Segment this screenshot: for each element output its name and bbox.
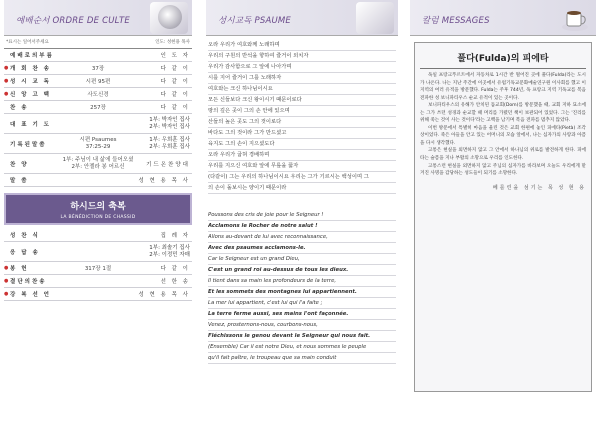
- row-label: 응 답 송: [10, 249, 40, 256]
- order-row: [4, 242, 192, 262]
- row-detail: 시편 Psaumes 37:25-29: [79, 136, 117, 150]
- order-row: [4, 174, 192, 187]
- column-paragraph: 보니파티우스의 유해가 안치된 돔교회(Dom)를 방문했을 때, 교회 지하 묘소에는 그가 쓰던 성경과 순교할 때 머리를 가렸던 책이 보관되어 있었다. 그는 '진리를 위해 죽는 것이 사는 것이다'라는 고백을 남기며 복음 전파를 멈추지 않았다.: [420, 103, 586, 124]
- psalm-line-korean: 여호와는 크신 하나님이시요: [208, 84, 396, 95]
- psalm-line-korean: 산들의 높은 곳도 그의 것이로다: [208, 117, 396, 128]
- row-label: 성 찬 식: [10, 233, 40, 239]
- row-person: 성 현 용 목 사: [138, 292, 190, 298]
- psalm-line-french: C'est un grand roi au-dessus de tous les dieux.: [208, 265, 396, 276]
- banner-subtitle: LA BÉNÉDICTION DE CHASSID: [60, 215, 136, 220]
- order-row: [4, 75, 192, 88]
- row-person: 다 같 이: [160, 66, 190, 72]
- psalm-panel: [206, 0, 398, 423]
- psalm-line-korean: 바다도 그의 것이라 그가 만드셨고: [208, 128, 396, 139]
- book-decoration: [356, 2, 394, 34]
- order-row: [4, 88, 192, 101]
- messages-header-title: 칼럼 MESSAGES: [422, 16, 490, 26]
- psalm-line-korean: 모든 신들보다 크신 왕이시기 때문이로다: [208, 95, 396, 106]
- psalm-line-french: Fléchissons le genou devant le Seigneur qui nous fait.: [208, 331, 396, 342]
- psalm-line-french: La terre ferme aussi, ses mains l'ont façonnée.: [208, 309, 396, 320]
- bullet-icon: ●: [4, 278, 9, 284]
- row-label: 찬 양: [10, 161, 29, 168]
- psalm-line-korean: 우리가 감사함으로 그 앞에 나아가며: [208, 62, 396, 73]
- row-label: 기록된말씀: [10, 141, 47, 148]
- row-label: 개 회 찬 송: [10, 66, 51, 72]
- psalm-line-korean: 시를 지어 즐거이 그를 노래하자: [208, 73, 396, 84]
- row-detail: 1부: 주님이 내 삶에 들어오셨 2부: 안젤라 봉 어르신: [62, 156, 134, 170]
- row-detail: 시편 95편: [85, 79, 111, 85]
- row-label: 신 앙 고 백: [10, 92, 51, 98]
- row-person: 기드온찬양대: [146, 161, 190, 168]
- psalm-line-french: qu'il fait paître, le troupeau que sa main conduit: [208, 353, 396, 364]
- row-person: 성 현 용 목 사: [138, 178, 190, 184]
- psalm-line-korean: (다같이) 그는 우리의 하나님이시요 우리는 그가 기르시는 백성이며 그: [208, 172, 396, 183]
- psalm-line-korean: 우리를 지으신 여호와 앞에 무릎을 꿇자: [208, 161, 396, 172]
- psalm-line-french: Allons au-devant de lui avec reconnaissance,: [208, 232, 396, 243]
- coffee-cup-icon: [560, 3, 590, 33]
- order-header-title: 예배순서 ORDRE DE CULTE: [16, 16, 130, 26]
- row-person: 1부: 박자인 집사 2부: 박자인 집사: [149, 116, 190, 130]
- psalm-line-korean: 땅의 깊은 곳이 그의 손 안에 있으며: [208, 106, 396, 117]
- psalm-line-korean: 의 손이 돌보시는 양이기 때문이라: [208, 183, 396, 194]
- psalm-header-title: 성시교독 PSAUME: [218, 16, 292, 26]
- bullet-icon: ●: [4, 265, 9, 271]
- psalm-line-korean: 육지도 그의 손이 지으셨도다: [208, 139, 396, 150]
- row-person: 선 한 송: [160, 279, 190, 285]
- bullet-icon: ●: [4, 91, 9, 97]
- bullet-icon: ●: [4, 78, 9, 84]
- row-person: 다 같 이: [160, 105, 190, 111]
- psalm-line-korean: 오라 우리가 굽혀 경배하며: [208, 150, 396, 161]
- psalm-line-french: (Ensemble) Car il est notre Dieu, et nous sommes le peuple: [208, 342, 396, 353]
- messages-header: [410, 0, 596, 36]
- order-of-service-panel: [4, 0, 192, 423]
- psalm-line-french: Car le Seigneur est un grand Dieu,: [208, 254, 396, 265]
- order-header: [4, 0, 192, 36]
- bullet-icon: ●: [4, 65, 9, 71]
- row-detail: 257장: [90, 105, 106, 111]
- column-paragraph: 이번 방문에서 특별히 마음을 울린 것은 교회 한편에 놓인 피에타(Pietà) 조각상이었다. 죽은 아들을 안고 있는 어머니의 모습 앞에서, 나는 십자가의 사랑과 아픔을 다시 생각했다.: [420, 125, 586, 146]
- column-signature: 베를린을 섬기는 목 성 현 용: [492, 184, 586, 191]
- order-list: [4, 49, 192, 187]
- order-row: [4, 288, 192, 301]
- column-body: [420, 72, 586, 178]
- row-label: 강 복 선 언: [10, 292, 51, 298]
- row-person: 다 같 이: [160, 79, 190, 85]
- psalm-french: [206, 206, 398, 368]
- order-row: [4, 154, 192, 174]
- psalm-line-french: Avec des psaumes acclamons-le.: [208, 243, 396, 254]
- psalm-line-french: Et les sommets des montagnes lui appartiennent.: [208, 287, 396, 298]
- psalm-line-french: Acclamons le Rocher de notre salut !: [208, 221, 396, 232]
- psalm-line-french: Poussons des cris de joie pour le Seigneur !: [208, 210, 396, 221]
- banner-title: 하시드의 축복: [70, 202, 126, 212]
- order-row: [4, 229, 192, 242]
- order-row: [4, 62, 192, 75]
- leader-note: 인도: 성현용 목사: [155, 40, 190, 45]
- column-paragraph: 고통은 현실을 외면하지 않고 그 안에서 하나님의 위로를 발견하게 한다. 피에타는 슬픔을 지나 부활의 소망으로 우리를 인도한다.: [420, 148, 586, 162]
- order-row: [4, 101, 192, 114]
- messages-panel: [410, 0, 596, 423]
- row-label: 말 씀: [10, 178, 29, 184]
- row-person: 인 도 자: [160, 53, 190, 59]
- psalm-line-french: Venez, prosternons-nous, courbons-nous,: [208, 320, 396, 331]
- order-row: [4, 114, 192, 134]
- column-paragraph: 독일 프랑크푸르트에서 자동차로 1시간 반 떨어진 곳에 풀다(Fulda)라는 도시가 나온다. 나는 지난 주간에 이곳에서 유럽기독교문화예술연구원 이사회를 했고 이 지역의 여러 유적을 방문했다. Fulda는 주후 744년, 독 프랑크 지역 기독교를 복음 전파한 성 보니파티우스 순교 유적이 있는 곳이다.: [420, 73, 586, 101]
- psalm-header: [206, 0, 398, 36]
- row-label: 대 표 기 도: [10, 121, 51, 128]
- order-row: [4, 49, 192, 62]
- column-card: [414, 42, 592, 392]
- header-decoration-orb: [158, 5, 182, 29]
- column-paragraph: 고통스런 현실을 외면하지 않고 주님의 십자가를 바라보며 오늘도 우리에게 맡겨진 사명을 감당하는 성도들이 되기를 소망한다.: [420, 163, 586, 177]
- row-label: 찬 송: [10, 105, 29, 111]
- psalm-line-korean: 오라 우리가 여호와께 노래하며: [208, 40, 396, 51]
- order-row: [4, 275, 192, 288]
- row-person: 다 같 이: [160, 92, 190, 98]
- row-person: 1부: 최솔기 집사 2부: 이정민 자매: [149, 244, 190, 258]
- row-label: 예배로의부름: [10, 53, 54, 59]
- row-detail: 317장 1절: [84, 266, 112, 272]
- order-row: [4, 262, 192, 275]
- row-label: 봉 헌: [10, 266, 29, 272]
- row-person: 집 례 자: [160, 233, 190, 239]
- order-row: [4, 134, 192, 154]
- psalm-line-korean: 우리의 구원의 반석을 향하여 즐거이 외치자: [208, 51, 396, 62]
- row-person: 다 같 이: [160, 266, 190, 272]
- stand-note: *표시는 일어서주세요: [6, 40, 49, 45]
- row-detail: 37장: [91, 66, 105, 72]
- order-subheader: [4, 36, 192, 49]
- row-label: 성 시 교 독: [10, 79, 51, 85]
- row-person: 1부: 우희훈 집사 2부: 우희훈 집사: [149, 136, 190, 150]
- row-detail: 사도신경: [87, 92, 109, 98]
- bullet-icon: ●: [4, 291, 9, 297]
- psalm-korean: [206, 36, 398, 198]
- row-label: 결단의찬송: [10, 279, 47, 285]
- psalm-line-french: La mer lui appartient, c'est lui qui l'a faite ;: [208, 298, 396, 309]
- order-list-2: [4, 229, 192, 301]
- psalm-line-french: Il tient dans sa main les profondeurs de la terre,: [208, 276, 396, 287]
- column-title: 풀다(Fulda)의 피에타: [420, 51, 586, 69]
- section-banner: [4, 193, 192, 225]
